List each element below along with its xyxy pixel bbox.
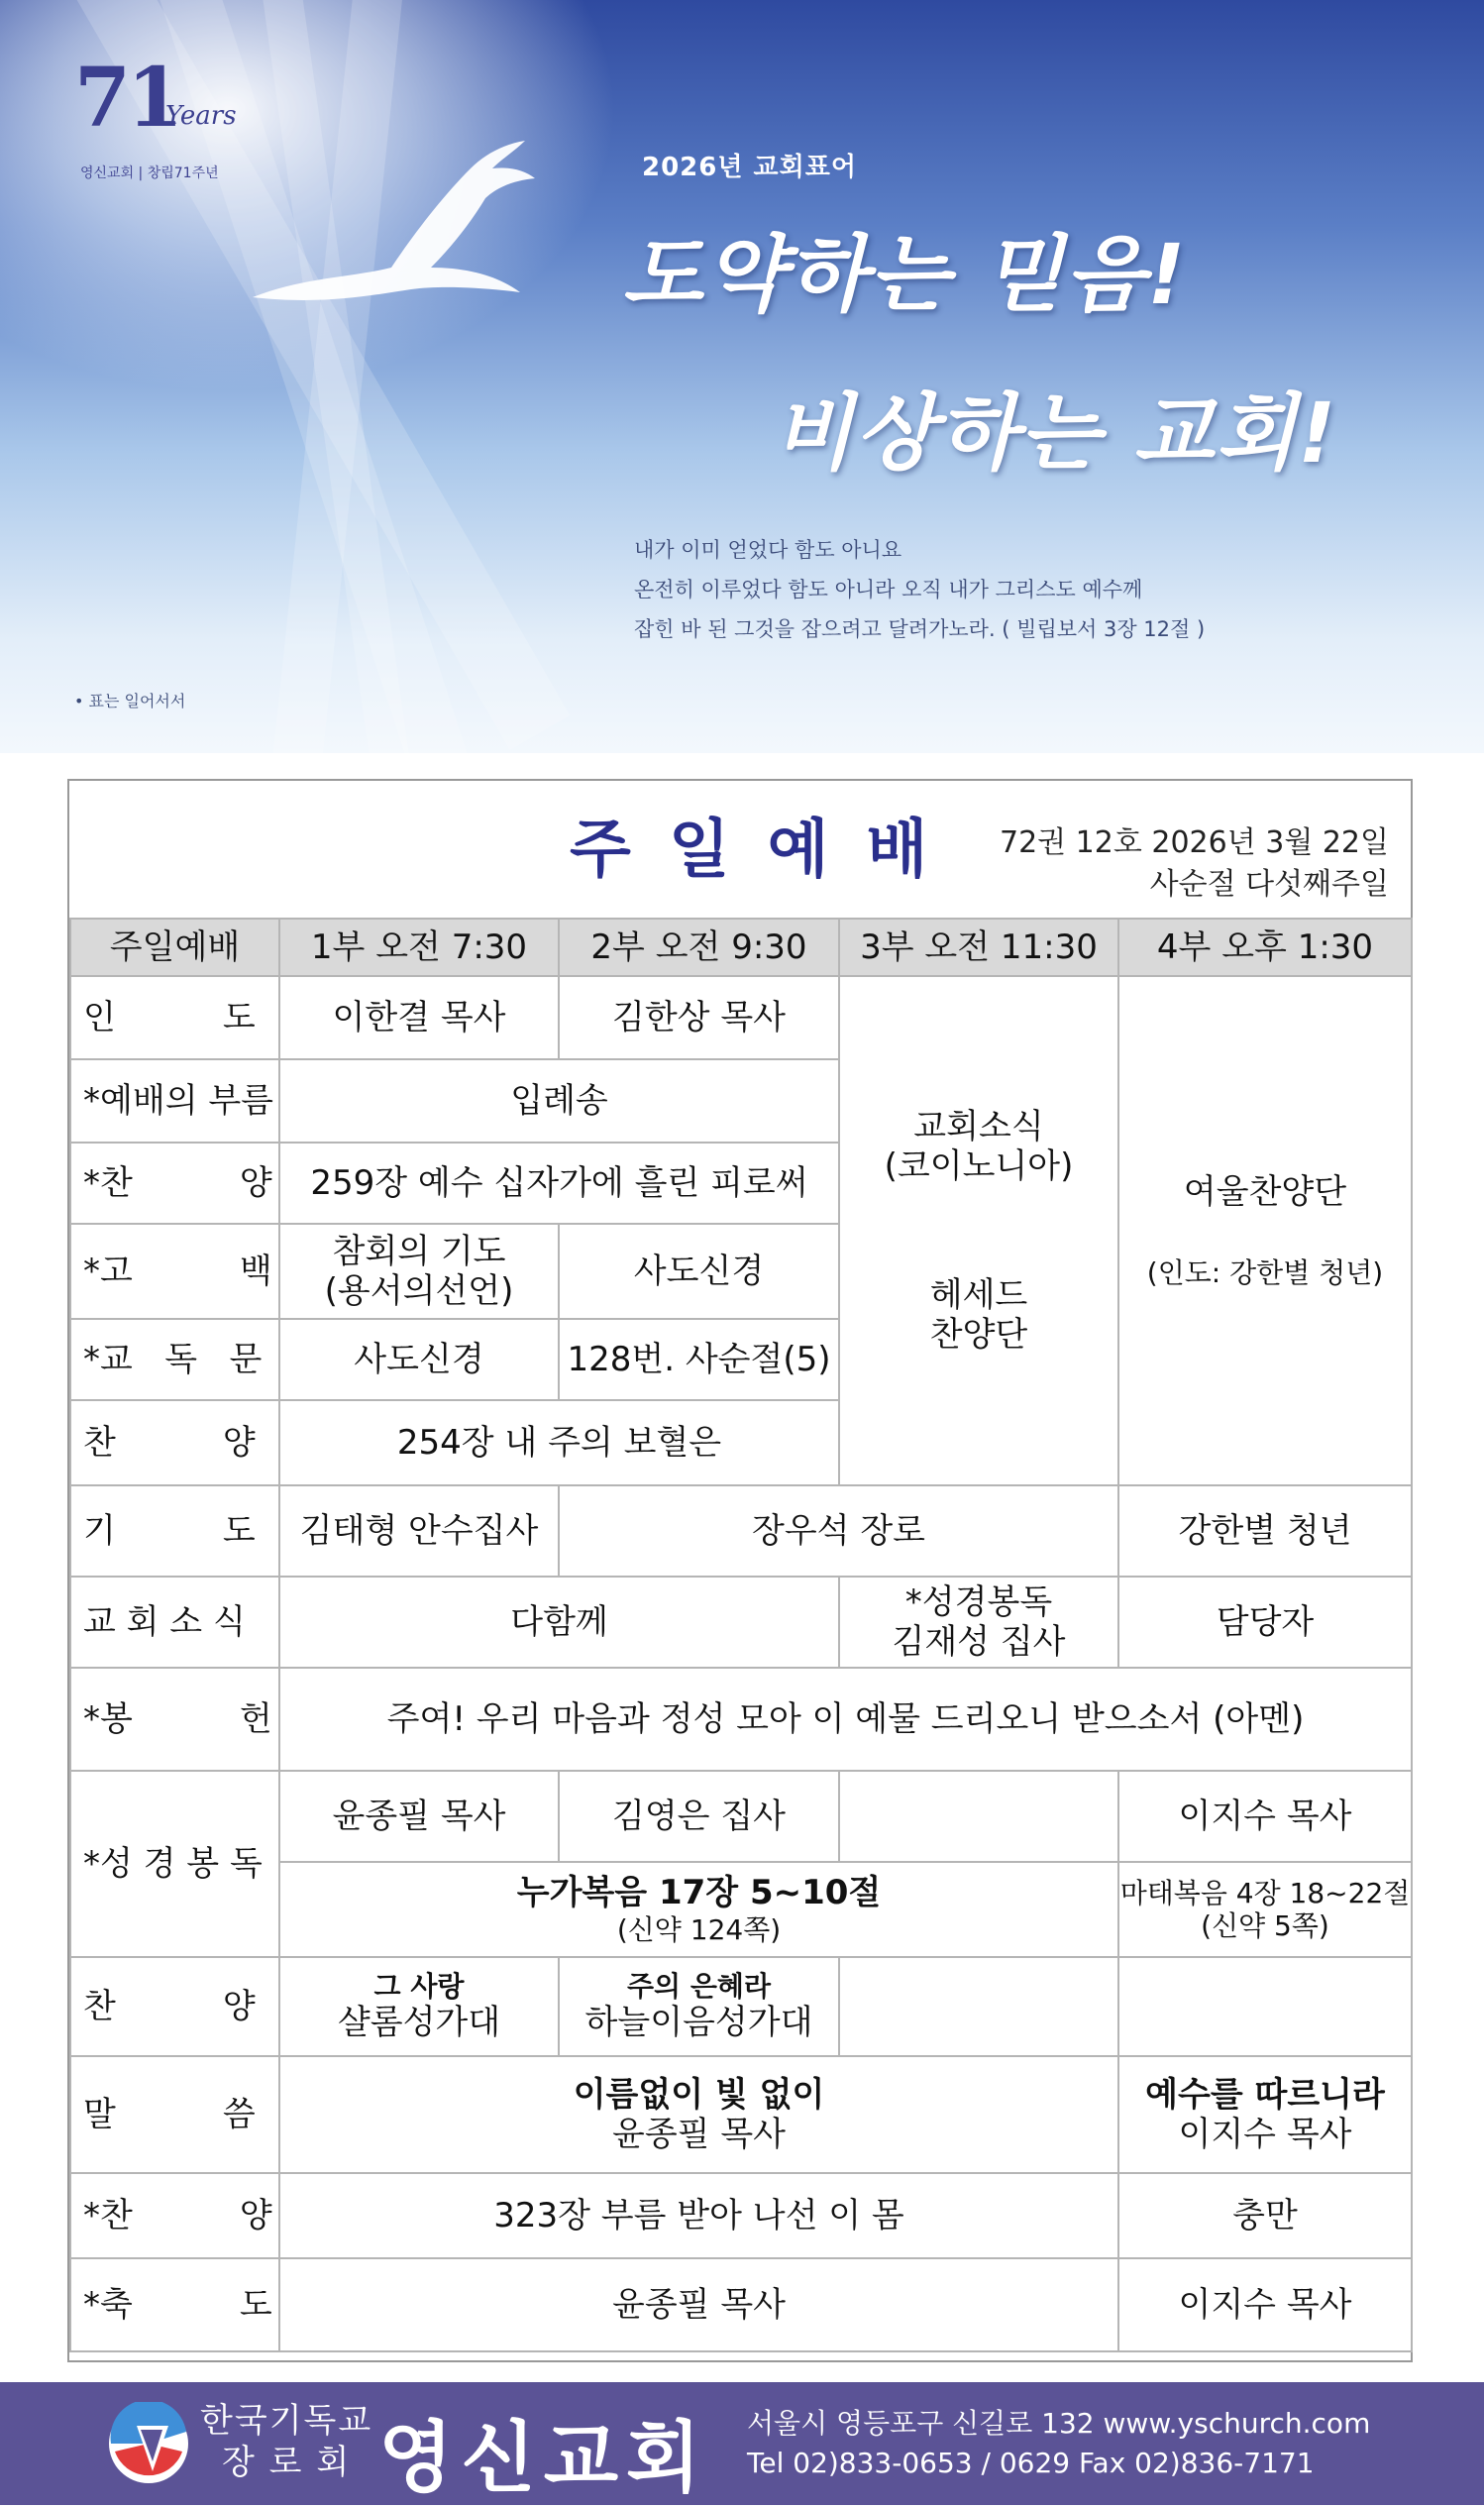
- table-cell: 이한결 목사: [279, 976, 559, 1059]
- table-cell: 이지수 목사: [1118, 2258, 1412, 2351]
- row-label: 찬 양: [70, 1957, 279, 2056]
- denomination-line: 장 로 회: [222, 2443, 352, 2482]
- issue-info: [1000, 822, 1389, 906]
- table-cell-line: 하늘이음성가대: [584, 2003, 813, 2043]
- table-cell: [279, 1957, 559, 2056]
- eagle-icon: [243, 129, 540, 317]
- table-row: [70, 976, 1412, 1059]
- row-label: *고 백: [70, 1224, 279, 1319]
- scripture-verse: [634, 530, 1205, 649]
- table-row: [70, 1485, 1412, 1577]
- table-cell: 254장 내 주의 보혈은: [279, 1400, 839, 1485]
- denomination: [200, 2400, 372, 2483]
- table-cell-line: 교회소식: [913, 1106, 1044, 1146]
- table-cell: [279, 1862, 1118, 1957]
- table-cell: 주여! 우리 마음과 정성 모아 이 예물 드리오니 받으소서 (아멘): [279, 1668, 1412, 1771]
- table-cell-line: 여울찬양단: [1183, 1172, 1347, 1213]
- worship-schedule: [67, 779, 1413, 2362]
- table-row: [70, 2173, 1412, 2258]
- table-cell: [839, 1577, 1118, 1668]
- table-cell: [1118, 1862, 1412, 1957]
- row-label: 말 씀: [70, 2056, 279, 2173]
- anniversary-logo: [74, 51, 237, 181]
- table-cell: 담당자: [1118, 1577, 1412, 1668]
- table-cell: 입례송: [279, 1059, 839, 1143]
- table-cell: [839, 1771, 1118, 1862]
- address: 서울시 영등포구 신길로 132 www.yschurch.com: [747, 2407, 1371, 2440]
- table-cell-line: 주의 은혜라: [627, 1970, 771, 2004]
- table-cell: 다함께: [279, 1577, 839, 1668]
- verse-line: 내가 이미 얻었다 함도 아니요: [634, 538, 902, 562]
- table-cell-line: 그 사랑: [373, 1970, 465, 2004]
- table-row: [70, 1668, 1412, 1771]
- row-label: *찬 양: [70, 2173, 279, 2258]
- table-cell: 323장 부름 받아 나선 이 몸: [279, 2173, 1118, 2258]
- table-cell: [1118, 2056, 1412, 2173]
- column-header: 4부 오후 1:30: [1118, 919, 1412, 976]
- table-cell: 128번. 사순절(5): [559, 1319, 839, 1400]
- header-banner: [0, 0, 1484, 753]
- liturgical-season: 사순절 다섯째주일: [1149, 867, 1389, 902]
- table-cell: [279, 1224, 559, 1319]
- motto-year: 2026년 교회표어: [642, 153, 857, 182]
- table-cell: [559, 1957, 839, 2056]
- row-label: *찬 양: [70, 1143, 279, 1224]
- table-cell: [839, 1957, 1118, 2056]
- verse-line: 잡힌 바 된 그것을 잡으려고 달려가노라. ( 빌립보서 3장 12절 ): [634, 617, 1206, 641]
- page-title: 주일예배: [570, 814, 966, 887]
- table-cell-line: 예수를 따르니라: [1145, 2074, 1385, 2115]
- table-cell-line: 샬롬성가대: [337, 2003, 501, 2043]
- table-cell-line: (용서의선언): [324, 1271, 514, 1311]
- table-cell-line: (인도: 강한별 청년): [1146, 1255, 1384, 1289]
- table-cell-line: (신약 124쪽): [616, 1912, 782, 1946]
- schedule-title-area: [69, 781, 1411, 918]
- column-header: 3부 오전 11:30: [839, 919, 1118, 976]
- table-cell-line: 누가복음 17장 5~10절: [516, 1873, 882, 1913]
- table-row: [70, 2258, 1412, 2351]
- motto-line-2: 비상하는 교회!: [773, 384, 1338, 482]
- table-cell-line: 헤세드: [929, 1275, 1028, 1315]
- verse-line: 온전히 이루었다 함도 아니라 오직 내가 그리스도 예수께: [634, 578, 1143, 601]
- logo-subtitle: 영신교회 | 창립71주년: [80, 165, 219, 181]
- third-service-block: [839, 976, 1118, 1485]
- table-header-row: [70, 919, 1412, 976]
- denomination-line: 한국기독교: [200, 2401, 373, 2441]
- table-cell: 장우석 장로: [559, 1485, 1118, 1577]
- table-cell: 김태형 안수집사: [279, 1485, 559, 1577]
- row-label: *축 도: [70, 2258, 279, 2351]
- table-row: [70, 1577, 1412, 1668]
- table-row: [70, 1771, 1412, 1862]
- table-cell: 강한별 청년: [1118, 1485, 1412, 1577]
- row-label: *성 경 봉 독: [70, 1771, 279, 1957]
- table-cell: 김영은 집사: [559, 1771, 839, 1862]
- church-footer: [0, 2382, 1484, 2505]
- row-label: *교 독 문: [70, 1319, 279, 1400]
- church-logo-icon: [107, 2402, 190, 2485]
- table-row: [70, 1957, 1412, 2056]
- fourth-service-block: [1118, 976, 1412, 1485]
- standing-note: • 표는 일어서서: [74, 692, 186, 710]
- table-cell-line: (코이노니아): [884, 1145, 1074, 1186]
- issue-date: 72권 12호 2026년 3월 22일: [999, 825, 1389, 860]
- table-cell: 김한상 목사: [559, 976, 839, 1059]
- logo-years: Years: [165, 101, 237, 131]
- table-cell-line: 이름없이 빛 없이: [573, 2074, 825, 2115]
- table-row: [70, 2056, 1412, 2173]
- column-header: 주일예배: [70, 919, 279, 976]
- row-label: 교 회 소 식: [70, 1577, 279, 1668]
- row-label: 인 도: [70, 976, 279, 1059]
- table-cell: 사도신경: [559, 1224, 839, 1319]
- logo-number: 71: [74, 51, 180, 146]
- table-cell-line: 마태복음 4장 18~22절: [1119, 1876, 1411, 1909]
- row-label: *봉 헌: [70, 1668, 279, 1771]
- table-cell: [279, 2056, 1118, 2173]
- church-name: 영신교회: [378, 2414, 709, 2503]
- phone: Tel 02)833-0653 / 0629 Fax 02)836-7171: [747, 2447, 1315, 2479]
- table-cell: 이지수 목사: [1118, 1771, 1412, 1862]
- table-cell-line: (신약 5쪽): [1201, 1909, 1329, 1942]
- table-cell: 윤종필 목사: [279, 1771, 559, 1862]
- column-header: 1부 오전 7:30: [279, 919, 559, 976]
- table-cell: 충만: [1118, 2173, 1412, 2258]
- table-cell: 윤종필 목사: [279, 2258, 1118, 2351]
- service-table: [69, 918, 1413, 2352]
- table-cell-line: 찬양단: [929, 1315, 1028, 1356]
- table-cell-line: 이지수 목사: [1178, 2115, 1352, 2154]
- row-label: 찬 양: [70, 1400, 279, 1485]
- row-label: 기 도: [70, 1485, 279, 1577]
- column-header: 2부 오전 9:30: [559, 919, 839, 976]
- row-label: *예배의 부름: [70, 1059, 279, 1143]
- motto-line-1: 도약하는 믿음!: [622, 226, 1188, 323]
- table-cell: 사도신경: [279, 1319, 559, 1400]
- table-cell-line: 참회의 기도: [332, 1231, 506, 1271]
- table-cell-line: 김재성 집사: [892, 1622, 1066, 1662]
- table-cell-line: 윤종필 목사: [611, 2115, 787, 2154]
- table-cell-line: *성경봉독: [904, 1581, 1053, 1622]
- table-cell: 259장 예수 십자가에 흘린 피로써: [279, 1143, 839, 1224]
- contact-info: [747, 2404, 1370, 2483]
- table-cell: [1118, 1957, 1412, 2056]
